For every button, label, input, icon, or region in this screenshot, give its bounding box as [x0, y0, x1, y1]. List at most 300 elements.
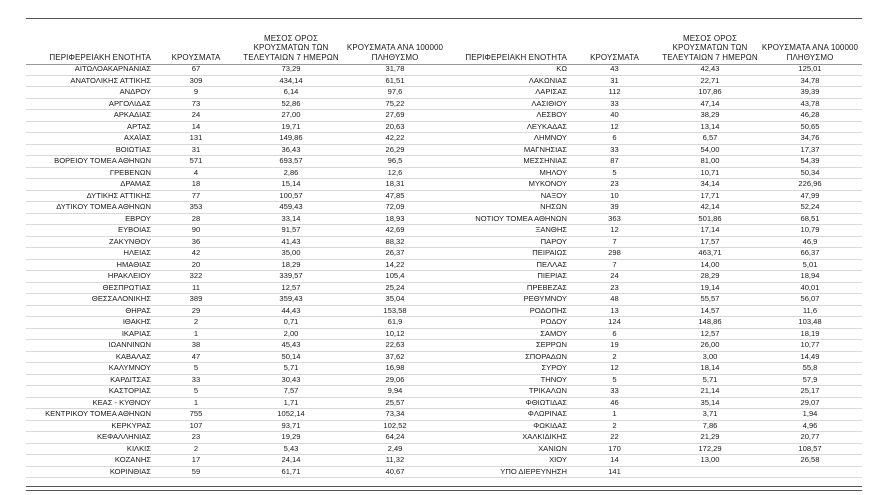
table-row	[26, 421, 862, 433]
left-cases-value: 389	[189, 294, 203, 303]
right-region-name: ΣΥΡΟΥ	[541, 363, 567, 372]
left-cases-value: 131	[189, 133, 203, 142]
bottom-rule	[26, 486, 862, 487]
table-row	[26, 110, 862, 122]
table-row	[26, 271, 862, 283]
header-left-cases: ΚΡΟΥΣΜΑΤΑ	[171, 52, 221, 62]
left-avg7-value: 359,43	[279, 294, 303, 303]
header-left-per100k-line1: ΚΡΟΥΣΜΑΤΑ ΑΝΑ 100000	[346, 43, 444, 52]
table-row	[26, 294, 862, 306]
table-row	[26, 467, 862, 479]
right-avg7-value: 26,00	[700, 340, 720, 349]
right-avg7-value: 3,71	[702, 409, 718, 418]
right-per100k-value: 50,65	[800, 121, 820, 131]
left-cases-value: 353	[189, 202, 203, 211]
left-cases-value: 29	[191, 305, 201, 315]
right-region-name: ΛΗΜΝΟΥ	[533, 133, 567, 142]
right-cases-value: 14	[610, 455, 619, 464]
header-right-avg7-line2: ΚΡΟΥΣΜΑΤΩΝ ΤΩΝ	[672, 43, 748, 52]
left-avg7-value: 339,57	[279, 271, 303, 280]
left-per100k-value: 96,5	[387, 156, 403, 165]
table-row	[26, 248, 862, 260]
right-cases-value: 5	[612, 167, 617, 177]
right-per100k-value: 226,96	[798, 179, 822, 188]
left-cases-value: 42	[191, 248, 201, 257]
right-avg7-value: 14,57	[700, 305, 720, 315]
left-cases-value: 309	[189, 75, 203, 85]
right-region-name: ΦΛΩΡΙΝΑΣ	[527, 409, 567, 418]
left-per100k-value: 18,93	[385, 213, 405, 223]
right-per100k-value: 68,51	[800, 213, 820, 223]
left-per100k-value: 37,62	[385, 351, 405, 361]
table-row	[26, 156, 862, 168]
right-per100k-value: 26,58	[800, 455, 820, 464]
left-avg7-value: 41,43	[281, 236, 301, 246]
left-region-name: ΚΑΣΤΟΡΙΑΣ	[108, 386, 151, 395]
right-per100k-value: 20,77	[800, 432, 820, 441]
right-per100k-value: 43,78	[800, 98, 820, 108]
table-row	[26, 179, 862, 191]
left-region-name: ΑΝΑΤΟΛΙΚΗΣ ΑΤΤΙΚΗΣ	[70, 75, 151, 85]
left-region-name: ΒΟΡΕΙΟΥ ΤΟΜΕΑ ΑΘΗΝΩΝ	[54, 156, 151, 165]
right-avg7-value: 47,14	[700, 98, 720, 108]
header-right-region: ΠΕΡΙΦΕΡΕΙΑΚΗ ΕΝΟΤΗΤΑ	[465, 52, 567, 62]
left-per100k-value: 73,34	[385, 409, 405, 418]
left-avg7-value: 12,57	[281, 282, 301, 292]
header-right-per100k-line1: ΚΡΟΥΣΜΑΤΑ ΑΝΑ 100000	[761, 43, 859, 52]
right-cases-value: 13	[610, 305, 619, 315]
right-avg7-value: 19,14	[700, 282, 720, 292]
left-cases-value: 33	[191, 374, 201, 384]
right-avg7-value: 17,14	[700, 225, 720, 234]
right-avg7-value: 3,00	[702, 351, 718, 361]
right-avg7-value: 35,14	[700, 397, 720, 407]
left-cases-value: 47	[191, 351, 201, 361]
left-cases-value: 23	[191, 432, 201, 441]
right-region-name: ΣΕΡΡΩΝ	[535, 340, 567, 349]
right-per100k-value: 34,76	[800, 133, 820, 142]
right-per100k-value: 47,99	[800, 190, 820, 200]
left-per100k-value: 25,24	[385, 282, 405, 292]
left-per100k-value: 27,69	[385, 110, 405, 119]
left-cases-value: 28	[191, 213, 201, 223]
right-region-name: ΠΕΛΛΑΣ	[536, 259, 567, 269]
left-per100k-value: 105,4	[385, 271, 405, 280]
left-region-name: ΑΝΔΡΟΥ	[119, 87, 151, 96]
left-region-name: ΚΟΡΙΝΘΙΑΣ	[109, 466, 151, 476]
right-per100k-value: 18,19	[800, 328, 820, 338]
left-per100k-value: 47,85	[385, 190, 405, 200]
right-avg7-value: 54,00	[700, 144, 720, 154]
right-per100k-value: 108,57	[798, 443, 822, 453]
right-per100k-value: 103,48	[798, 317, 822, 326]
header-left-avg7-line3: ΤΕΛΕΥΤΑΙΩΝ 7 ΗΜΕΡΩΝ	[243, 52, 339, 62]
right-avg7-value: 13,14	[700, 121, 720, 131]
left-region-name: ΔΥΤΙΚΗΣ ΑΤΤΙΚΗΣ	[86, 190, 151, 200]
left-per100k-value: 61,9	[387, 317, 403, 326]
left-region-name: ΗΜΑΘΙΑΣ	[116, 259, 151, 269]
left-avg7-value: 93,71	[281, 420, 301, 430]
left-cases-value: 1	[193, 328, 199, 338]
right-per100k-value: 57,9	[802, 374, 818, 384]
left-per100k-value: 18,31	[385, 179, 405, 188]
left-avg7-value: 5,43	[283, 443, 299, 453]
left-per100k-value: 22,63	[385, 340, 405, 349]
right-cases-value: 43	[610, 64, 619, 73]
right-avg7-value: 42,43	[700, 64, 720, 73]
right-avg7-value: 21,29	[700, 432, 720, 441]
right-region-name: ΤΗΝΟΥ	[540, 374, 567, 384]
right-cases-value: 363	[608, 213, 621, 223]
left-avg7-value: 52,86	[281, 98, 301, 108]
left-region-name: ΑΙΤΩΛΟΑΚΑΡΝΑΝΙΑΣ	[74, 64, 151, 73]
header-right-per100k	[758, 43, 862, 62]
right-avg7-value: 148,86	[698, 317, 722, 326]
right-per100k-value: 125,01	[798, 64, 822, 73]
right-cases-value: 112	[608, 87, 621, 96]
right-per100k-value: 40,01	[800, 282, 820, 292]
left-region-name: ΘΕΣΣΑΛΟΝΙΚΗΣ	[91, 294, 151, 303]
left-cases-value: 38	[191, 340, 201, 349]
left-per100k-value: 61,51	[385, 75, 405, 85]
right-avg7-value: 10,71	[700, 167, 720, 177]
right-cases-value: 2	[612, 420, 617, 430]
right-avg7-value: 6,57	[702, 133, 718, 142]
right-region-name: ΜΗΛΟΥ	[539, 167, 567, 177]
left-per100k-value: 153,58	[383, 305, 407, 315]
left-avg7-value: 434,14	[279, 75, 303, 85]
left-region-name: ΓΡΕΒΕΝΩΝ	[109, 167, 151, 177]
left-avg7-value: 44,43	[281, 305, 301, 315]
table-row	[26, 363, 862, 375]
right-cases-value: 5	[612, 374, 617, 384]
right-per100k-value: 66,37	[800, 248, 820, 257]
right-cases-value: 141	[608, 466, 621, 476]
right-region-name: ΥΠΟ ΔΙΕΡΕΥΝΗΣΗ	[500, 466, 567, 476]
left-cases-value: 20	[191, 259, 201, 269]
right-cases-value: 2	[612, 351, 617, 361]
right-region-name: ΧΑΝΙΩΝ	[538, 443, 567, 453]
left-region-name: ΑΧΑΪΑΣ	[123, 133, 151, 142]
right-avg7-value: 13,00	[700, 455, 720, 464]
left-avg7-value: 7,57	[283, 386, 299, 395]
left-cases-value: 18	[191, 179, 201, 188]
left-avg7-value: 27,00	[281, 110, 301, 119]
left-avg7-value: 30,43	[281, 374, 301, 384]
table-row	[26, 87, 862, 99]
left-cases-value: 1	[193, 397, 199, 407]
right-region-name: ΜΑΓΝΗΣΙΑΣ	[523, 144, 567, 154]
header-right-avg7-line3: ΤΕΛΕΥΤΑΙΩΝ 7 ΗΜΕΡΩΝ	[662, 52, 758, 62]
left-region-name: ΙΩΑΝΝΙΝΩΝ	[108, 340, 151, 349]
right-region-name: ΡΟΔΟΥ	[540, 317, 567, 326]
right-cases-value: 7	[612, 259, 617, 269]
left-region-name: ΚΑΒΑΛΑΣ	[115, 351, 151, 361]
right-region-name: ΜΥΚΟΝΟΥ	[528, 179, 567, 188]
left-avg7-value: 459,43	[279, 202, 303, 211]
right-avg7-value: 22,71	[700, 75, 720, 85]
left-per100k-value: 42,69	[385, 225, 405, 234]
table-row	[26, 214, 862, 226]
header-right-avg7-line1: ΜΕΣΟΣ ΟΡΟΣ	[682, 33, 738, 43]
header-left-region: ΠΕΡΙΦΕΡΕΙΑΚΗ ΕΝΟΤΗΤΑ	[49, 52, 151, 62]
right-cases-value: 12	[610, 225, 619, 234]
left-per100k-value: 40,67	[385, 466, 405, 476]
left-cases-value: 17	[191, 455, 201, 464]
left-avg7-value: 36,43	[281, 144, 301, 154]
left-cases-value: 14	[191, 121, 201, 131]
right-cases-value: 31	[610, 75, 619, 85]
left-per100k-value: 9,94	[387, 386, 403, 395]
left-avg7-value: 149,86	[279, 133, 303, 142]
left-avg7-value: 19,29	[281, 432, 301, 441]
left-region-name: ΚΟΖΑΝΗΣ	[114, 455, 151, 464]
right-region-name: ΛΑΚΩΝΙΑΣ	[528, 75, 567, 85]
right-region-name: ΠΙΕΡΙΑΣ	[537, 271, 567, 280]
bottom-rule-double	[26, 490, 862, 491]
left-cases-value: 24	[191, 110, 201, 119]
left-region-name: ΔΡΑΜΑΣ	[120, 179, 151, 188]
right-avg7-value: 5,71	[702, 374, 718, 384]
right-avg7-value: 21,14	[700, 386, 720, 395]
left-per100k-value: 75,22	[385, 98, 405, 108]
right-per100k-value: 46,28	[800, 110, 820, 119]
table-row	[26, 398, 862, 410]
left-region-name: ΔΥΤΙΚΟΥ ΤΟΜΕΑ ΑΘΗΝΩΝ	[56, 202, 151, 211]
left-avg7-value: 18,29	[281, 259, 301, 269]
right-per100k-value: 34,78	[800, 75, 820, 85]
header-right-avg7	[662, 34, 758, 63]
table-row	[26, 99, 862, 111]
right-region-name: ΤΡΙΚΑΛΩΝ	[528, 386, 567, 395]
right-avg7-value: 107,86	[698, 87, 722, 96]
right-avg7-value: 17,57	[700, 236, 720, 246]
left-per100k-value: 31,78	[385, 64, 405, 73]
right-per100k-value: 56,07	[800, 294, 820, 303]
right-avg7-value: 38,29	[700, 110, 720, 119]
table-row	[26, 122, 862, 134]
left-cases-value: 107	[189, 420, 203, 430]
right-avg7-value: 81,00	[700, 156, 720, 165]
left-avg7-value: 100,57	[279, 190, 303, 200]
right-cases-value: 12	[610, 121, 619, 131]
left-per100k-value: 102,52	[383, 420, 407, 430]
header-left-avg7-line2: ΚΡΟΥΣΜΑΤΩΝ ΤΩΝ	[253, 43, 329, 52]
right-per100k-value: 29,07	[800, 397, 820, 407]
left-region-name: ΙΘΑΚΗΣ	[122, 317, 151, 326]
left-avg7-value: 24,14	[281, 455, 301, 464]
left-per100k-value: 11,32	[385, 455, 405, 464]
right-per100k-value: 17,37	[800, 144, 820, 154]
right-cases-value: 40	[610, 110, 619, 119]
right-region-name: ΡΟΔΟΠΗΣ	[529, 305, 567, 315]
table-row	[26, 145, 862, 157]
right-region-name: ΠΡΕΒΕΖΑΣ	[526, 282, 567, 292]
left-region-name: ΚΕΑΣ - ΚΥΘΝΟΥ	[92, 397, 151, 407]
table-row	[26, 329, 862, 341]
right-cases-value: 48	[610, 294, 619, 303]
left-avg7-value: 1,71	[283, 397, 299, 407]
right-per100k-value: 11,6	[802, 305, 818, 315]
left-region-name: ΕΒΡΟΥ	[125, 213, 151, 223]
right-per100k-value: 46,9	[802, 236, 818, 246]
left-per100k-value: 16,98	[385, 363, 405, 372]
right-cases-value: 22	[610, 432, 619, 441]
header-left-avg7-line1: ΜΕΣΟΣ ΟΡΟΣ	[263, 33, 319, 43]
right-region-name: ΣΠΟΡΑΔΩΝ	[525, 351, 567, 361]
table-row	[26, 225, 862, 237]
left-per100k-value: 64,24	[385, 432, 405, 441]
left-cases-value: 11	[192, 282, 200, 292]
right-region-name: ΛΕΥΚΑΔΑΣ	[526, 121, 567, 131]
right-cases-value: 33	[610, 144, 619, 154]
left-avg7-value: 73,29	[281, 64, 301, 73]
left-per100k-value: 2,49	[387, 443, 403, 453]
table-row	[26, 260, 862, 272]
left-cases-value: 31	[191, 144, 201, 154]
right-per100k-value: 52,24	[800, 202, 820, 211]
right-cases-value: 6	[612, 328, 617, 338]
left-region-name: ΚΕΝΤΡΙΚΟΥ ΤΟΜΕΑ ΑΘΗΝΩΝ	[45, 409, 151, 418]
left-cases-value: 4	[193, 167, 199, 177]
right-region-name: ΦΩΚΙΔΑΣ	[533, 420, 567, 430]
right-cases-value: 6	[612, 133, 617, 142]
table-row	[26, 64, 862, 76]
left-region-name: ΙΚΑΡΙΑΣ	[121, 328, 151, 338]
right-avg7-value: 28,29	[700, 271, 720, 280]
right-avg7-value: 14,00	[700, 259, 720, 269]
left-cases-value: 90	[191, 225, 201, 234]
left-avg7-value: 5,71	[283, 363, 299, 372]
left-region-name: ΚΑΡΔΙΤΣΑΣ	[110, 374, 151, 384]
right-cases-value: 23	[610, 282, 619, 292]
left-avg7-value: 91,57	[281, 225, 301, 234]
right-per100k-value: 5,01	[802, 259, 818, 269]
left-region-name: ΒΟΙΩΤΙΑΣ	[115, 144, 151, 154]
right-cases-value: 7	[612, 236, 617, 246]
right-avg7-value: 501,86	[698, 213, 722, 223]
table-row	[26, 455, 862, 467]
right-cases-value: 33	[610, 386, 619, 395]
left-cases-value: 5	[193, 363, 199, 372]
left-cases-value: 571	[189, 156, 203, 165]
left-per100k-value: 88,32	[385, 236, 405, 246]
header-right-per100k-line2: ΠΛΗΘΥΣΜΟ	[786, 52, 834, 62]
right-avg7-value: 12,57	[700, 328, 720, 338]
left-avg7-value: 45,43	[281, 340, 301, 349]
right-region-name: ΧΑΛΚΙΔΙΚΗΣ	[522, 432, 567, 441]
left-avg7-value: 15,14	[281, 179, 301, 188]
table-row	[26, 375, 862, 387]
right-region-name: ΠΕΙΡΑΙΩΣ	[532, 248, 567, 257]
right-avg7-value: 7,86	[702, 420, 718, 430]
right-region-name: ΞΑΝΘΗΣ	[535, 225, 567, 234]
table-row	[26, 202, 862, 214]
right-cases-value: 23	[610, 179, 619, 188]
right-region-name: ΡΕΘΥΜΝΟΥ	[523, 294, 567, 303]
left-avg7-value: 2,86	[283, 167, 299, 177]
left-per100k-value: 42,22	[385, 133, 405, 142]
left-per100k-value: 26,29	[385, 144, 405, 154]
table-row	[26, 306, 862, 318]
right-cases-value: 12	[610, 363, 619, 372]
left-per100k-value: 20,63	[385, 121, 405, 131]
right-per100k-value: 25,17	[800, 386, 820, 395]
right-region-name: ΣΑΜΟΥ	[540, 328, 567, 338]
left-cases-value: 2	[193, 443, 199, 453]
right-cases-value: 24	[610, 271, 619, 280]
right-region-name: ΝΑΞΟΥ	[540, 190, 567, 200]
right-cases-value: 46	[610, 397, 619, 407]
table-row	[26, 283, 862, 295]
right-per100k-value: 55,8	[802, 363, 818, 372]
right-per100k-value: 10,77	[800, 340, 820, 349]
left-region-name: ΕΥΒΟΙΑΣ	[118, 225, 151, 234]
left-per100k-value: 12,6	[387, 167, 403, 177]
right-per100k-value: 54,39	[800, 156, 820, 165]
left-cases-value: 2	[193, 317, 199, 326]
right-region-name: ΜΕΣΣΗΝΙΑΣ	[523, 156, 567, 165]
left-region-name: ΚΕΦΑΛΛΗΝΙΑΣ	[96, 432, 151, 441]
right-region-name: ΝΗΣΩΝ	[540, 202, 567, 211]
table-row	[26, 444, 862, 456]
right-per100k-value: 18,94	[800, 271, 820, 280]
table-row	[26, 409, 862, 421]
left-avg7-value: 693,57	[279, 156, 303, 165]
right-region-name: ΝΟΤΙΟΥ ΤΟΜΕΑ ΑΘΗΝΩΝ	[475, 213, 567, 223]
table-row	[26, 317, 862, 329]
left-region-name: ΗΛΕΙΑΣ	[123, 248, 151, 257]
table-row	[26, 168, 862, 180]
right-cases-value: 10	[610, 190, 619, 200]
left-cases-value: 59	[191, 466, 201, 476]
left-cases-value: 322	[189, 271, 203, 280]
left-region-name: ΑΡΚΑΔΙΑΣ	[113, 110, 151, 119]
left-avg7-value: 19,71	[281, 121, 301, 131]
header-left-avg7	[241, 34, 341, 63]
left-region-name: ΑΡΓΟΛΙΔΑΣ	[108, 98, 151, 108]
left-region-name: ΚΙΛΚΙΣ	[126, 443, 151, 453]
right-cases-value: 87	[610, 156, 619, 165]
right-avg7-value: 55,57	[700, 294, 720, 303]
top-rule	[26, 18, 862, 19]
left-avg7-value: 35,00	[281, 248, 301, 257]
right-per100k-value: 39,39	[800, 87, 820, 96]
right-avg7-value: 18,14	[700, 363, 720, 372]
left-cases-value: 755	[189, 409, 203, 418]
right-per100k-value: 14,49	[800, 351, 820, 361]
table-row	[26, 133, 862, 145]
right-cases-value: 1	[612, 409, 617, 418]
left-per100k-value: 14,22	[385, 259, 405, 269]
left-per100k-value: 25,57	[385, 397, 405, 407]
right-cases-value: 33	[610, 98, 619, 108]
left-avg7-value: 2,00	[283, 328, 299, 338]
left-per100k-value: 29,06	[385, 374, 405, 384]
right-avg7-value: 17,71	[700, 190, 720, 200]
left-region-name: ΘΗΡΑΣ	[125, 305, 151, 315]
header-right-cases: ΚΡΟΥΣΜΑΤΑ	[590, 52, 639, 62]
right-region-name: ΛΕΣΒΟΥ	[536, 110, 567, 119]
left-region-name: ΖΑΚΥΝΘΟΥ	[109, 236, 151, 246]
right-avg7-value: 463,71	[698, 248, 722, 257]
left-avg7-value: 61,71	[281, 466, 301, 476]
right-region-name: ΛΑΡΙΣΑΣ	[535, 87, 567, 96]
left-cases-value: 5	[193, 386, 199, 395]
left-per100k-value: 10,12	[385, 328, 405, 338]
right-region-name: ΠΑΡΟΥ	[540, 236, 567, 246]
left-region-name: ΚΑΛΥΜΝΟΥ	[108, 363, 151, 372]
